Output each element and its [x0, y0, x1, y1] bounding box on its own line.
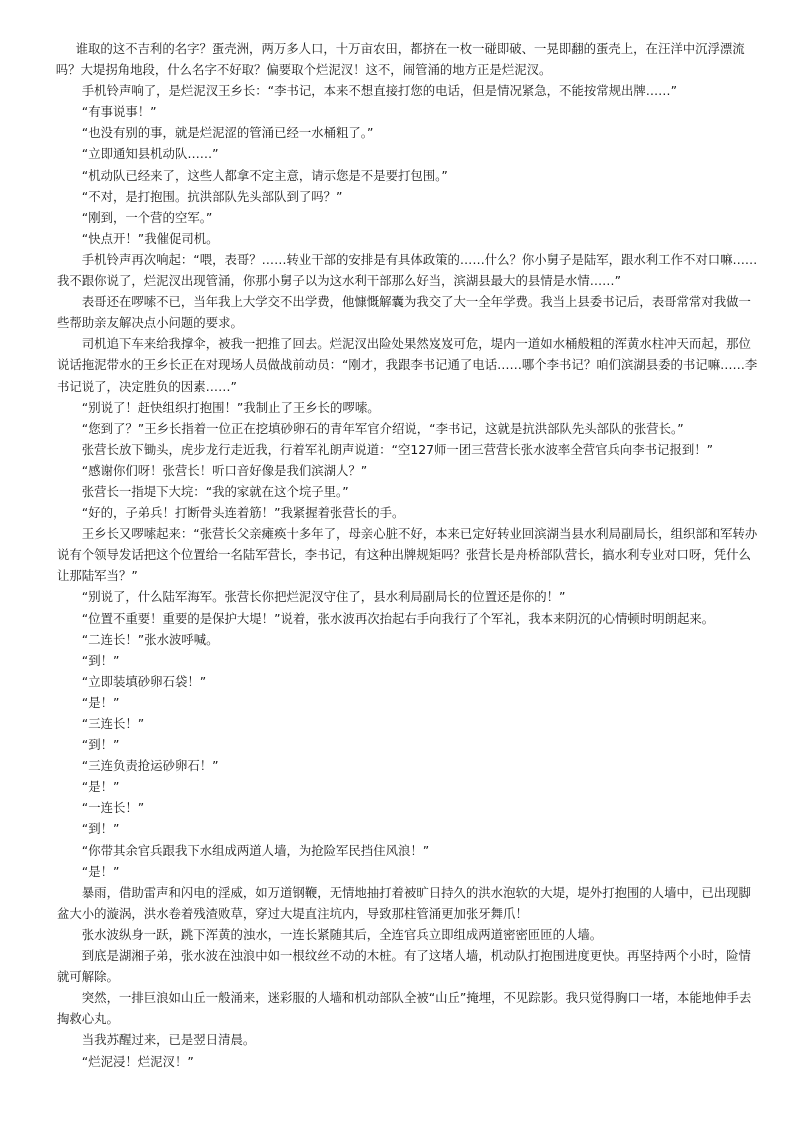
paragraph: 手机铃声响了，是烂泥汊王乡长：“李书记，本来不想直接打您的电话，但是情况紧急，不能按常规出牌……” [81, 83, 677, 99]
dialogue-line: “到！” [81, 821, 120, 837]
paragraph: 突然，一排巨浪如山丘一般涌来，迷彩服的人墙和机动部队全被“山丘”掩埋，不见踪影。我只觉得胸口一堵，本能地伸手去掏救心丸。 [57, 990, 752, 1027]
paragraph: 到底是湖湘子弟，张水波在浊浪中如一根纹丝不动的木桩。有了这堵人墙，机动队打抱围进度更快。再坚持两个小时，险情就可解除。 [57, 948, 751, 985]
dialogue-line: “刚到，一个营的空军。” [81, 209, 213, 225]
dialogue-line: “立即装填砂卵石袋！” [81, 673, 207, 689]
paragraph: 张营长一指堤下大垸：“我的家就在这个垸子里。” [81, 483, 349, 499]
dialogue-line: “到！” [81, 652, 120, 668]
dialogue-line: “一连长！” [81, 800, 145, 816]
dialogue-line: “快点开！”我催促司机。 [81, 230, 219, 246]
paragraph: 当我苏醒过来，已是翌日清晨。 [81, 1032, 256, 1048]
dialogue-line: “立即通知县机动队……” [81, 146, 219, 162]
dialogue-line: “也没有别的事，就是烂泥涩的管涌已经一水桶粗了。” [81, 125, 374, 141]
paragraph: 暴雨，借助雷声和闪电的淫威，如万道钢鞭，无情地抽打着被旷日持久的洪水泡软的大堤，堤外打抱围的人墙中，已出现脚盆大小的漩涡，洪水卷着残渣败草，穿过大堤直注坑内，导致那柱管涌更加张牙舞爪！ [57, 884, 751, 921]
dialogue-line: “位置不重要！重要的是保护大堤！”说着，张水波再次抬起右手向我行了个军礼，我本来阴沉的心情顿时明朗起来。 [81, 610, 715, 626]
dialogue-line: “好的，子弟兵！打断骨头连着筋！”我紧握着张营长的手。 [81, 505, 405, 521]
dialogue-line: “三连长！” [81, 716, 145, 731]
paragraph: 张水波纵身一跃，跳下浑黄的浊水，一连长紧随其后，全连官兵立即组成两道密密匝匝的人墙。 [81, 926, 603, 942]
dialogue-line: “机动队已经来了，这些人都拿不定主意，请示您是不是要打包围。” [81, 167, 448, 183]
dialogue-line: “是！” [81, 863, 120, 879]
dialogue-line: “三连负责抢运砂卵石！” [81, 758, 219, 774]
paragraph: 王乡长又啰嗦起来：“张营长父亲瘫痪十多年了，母亲心脏不好，本来已定好转业回滨湖当县水利局副局长，组织部和军转办说有个领导发话把这个位置给一名陆军营长，李书记，有这种出牌规矩吗？张营长是舟桥部队营长，搞水利专业对口呀，凭什么让那陆军当？” [57, 526, 758, 584]
paragraph: 司机追下车来给我撑伞，被我一把推了回去。烂泥汊出险处果然岌岌可危，堤内一道如水桶般粗的浑黄水柱冲天而起，那位说话拖泥带水的王乡长正在对现场人员做战前动员：“刚才，我跟李书记通了电话……哪个李书记？咱们滨湖县委的书记嘛……李书记说了，决定胜负的因素……” [57, 336, 758, 394]
dialogue-line: “你带其余官兵跟我下水组成两道人墙，为抢险军民挡住风浪！” [81, 842, 430, 858]
dialogue-line: “别说了，什么陆军海军。张营长你把烂泥汊守住了，县水利局副局长的位置还是你的！” [81, 589, 566, 605]
dialogue-line: “感谢你们呀！张营长！听口音好像是我们滨湖人？” [81, 462, 368, 478]
dialogue-line: “是！” [81, 694, 120, 710]
dialogue-line: “您到了？”王乡长指着一位正在挖填砂卵石的青年军官介绍说，“李书记，这就是抗洪部队先头部队的张营长。” [81, 420, 684, 436]
dialogue-line: “到！” [81, 737, 120, 753]
dialogue-line: “二连长！”张水波呼喊。 [81, 631, 219, 647]
paragraph: 谁取的这不吉利的名字？蛋壳洲，两万多人口，十万亩农田，都挤在一枚一碰即破、一晃即翻的蛋壳上，在汪洋中沉浮漂流吗？大堤拐角地段，什么名字不好取？偏要取个烂泥汊！这不，闹管涌的地方正是烂泥汊。 [55, 41, 745, 78]
dialogue-line: “别说了！赶快组织打抱围！”我制止了王乡长的啰嗦。 [81, 399, 380, 415]
paragraph: 手机铃声再次响起：“喂，表哥？……转业干部的安排是有具体政策的……什么？你小舅子是陆军，跟水利工作不对口嘛……我不跟你说了，烂泥汊出现管涌，你那小舅子以为这水利干部那么好当，滨湖县最大的县情是水情……” [57, 251, 758, 289]
dialogue-line: “烂泥浸！烂泥汊！” [81, 1053, 194, 1069]
paragraph: 表哥还在啰嗦不已，当年我上大学交不出学费，他慷慨解囊为我交了大一全年学费。我当上县委书记后，表哥常常对我做一些帮助亲友解决点小问题的要求。 [57, 294, 751, 331]
dialogue-line: “是！” [81, 779, 120, 795]
dialogue-line: “有事说事！” [81, 104, 157, 120]
paragraph: 张营长放下锄头，虎步龙行走近我，行着军礼朗声说道：“空127师一团三营营长张水波率全营官兵向李书记报到！” [81, 441, 714, 457]
dialogue-line: “不对，是打抱围。抗洪部队先头部队到了吗？” [81, 188, 343, 204]
